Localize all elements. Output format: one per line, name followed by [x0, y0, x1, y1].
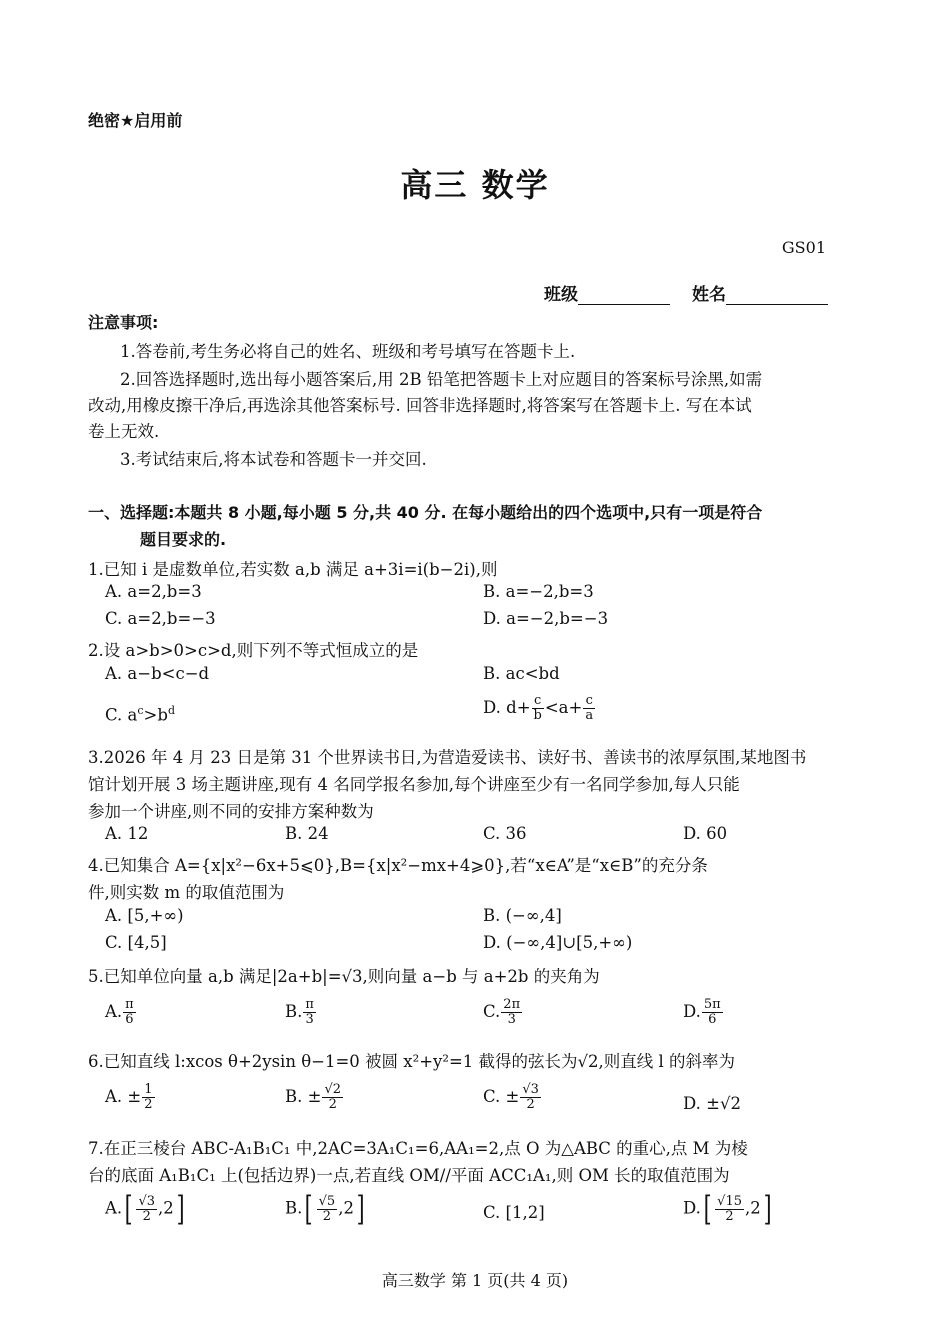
question-7-line-1: 7.在正三棱台 ABC-A₁B₁C₁ 中,2AC=3A₁C₁=6,AA₁=2,点 O 为△ABC 的重心,点 M 为棱: [88, 1139, 748, 1158]
q7-option-c: C. [1,2]: [483, 1203, 545, 1222]
section-heading-line-2: 题目要求的.: [140, 530, 227, 549]
notice-title: 注意事项:: [88, 313, 159, 332]
q4-option-c: C. [4,5]: [105, 933, 167, 952]
q5-option-a: A. $\frac{\pi}{6}$: [105, 997, 134, 1027]
q1-option-a: A. a=2,b=3: [105, 582, 202, 601]
q4-option-d: D. (−∞,4]∪[5,+∞): [483, 933, 633, 952]
q7-option-a: A.[ $\frac{√3}{2}$ ,2]: [105, 1189, 185, 1229]
paper-code: GS01: [781, 238, 826, 257]
q1-option-c: C. a=2,b=−3: [105, 609, 216, 628]
q4-option-a: A. [5,+∞): [105, 906, 184, 925]
q3-option-c: C. 36: [483, 824, 527, 843]
question-4-line-1: 4.已知集合 A={x|x²−6x+5⩽0},B={x|x²−mx+4⩾0},若“x∈A”是“x∈B”的充分条: [88, 856, 708, 875]
question-2-stem: 2.设 a>b>0>c>d,则下列不等式恒成立的是: [88, 641, 419, 660]
confidential-label: 绝密★启用前: [88, 111, 183, 130]
q2-option-a: A. a−b<c−d: [105, 664, 210, 683]
notice-item-2-line-2: 改动,用橡皮擦干净后,再选涂其他答案标号. 回答非选择题时,将答案写在答题卡上. 写在本试: [88, 396, 752, 415]
q2-option-c: C. $a^c>b^d$: [105, 704, 175, 725]
q2-option-d: D. d+ $\frac{c}{b}$ <a+ $\frac{c}{a}$: [483, 693, 594, 723]
question-3-line-3: 参加一个讲座,则不同的安排方案种数为: [88, 802, 374, 821]
question-3-line-1: 3.2026 年 4 月 23 日是第 31 个世界读书日,为营造爱读书、读好书、善读书的浓厚氛围,某地图书: [88, 748, 807, 767]
q5-option-b: B. $\frac{\pi}{3}$: [285, 997, 314, 1027]
q1-option-b: B. a=−2,b=3: [483, 582, 594, 601]
q7-option-b: B.[ $\frac{√5}{2}$ ,2]: [285, 1189, 365, 1229]
name-field[interactable]: [726, 286, 828, 305]
q5-option-d: D. $\frac{5\pi}{6}$: [683, 997, 721, 1027]
q4-option-b: B. (−∞,4]: [483, 906, 562, 925]
question-3-line-2: 馆计划开展 3 场主题讲座,现有 4 名同学报名参加,每个讲座至少有一名同学参加,每人只能: [88, 775, 740, 794]
q5-option-c: C. $\frac{2\pi}{3}$: [483, 997, 521, 1027]
q3-option-a: A. 12: [105, 824, 149, 843]
student-fields: [544, 280, 828, 305]
q6-option-a: A. ± $\frac{1}{2}$: [105, 1082, 153, 1112]
section-heading-line-1: 一、选择题:本题共 8 小题,每小题 5 分,共 40 分. 在每小题给出的四个选项中,只有一项是符合: [88, 503, 763, 522]
name-label: 姓名: [692, 285, 726, 305]
notice-item-3: 3.考试结束后,将本试卷和答题卡一并交回.: [120, 450, 427, 469]
question-5-stem: 5.已知单位向量 a,b 满足|2a+b|=√3,则向量 a−b 与 a+2b 的夹角为: [88, 967, 600, 986]
class-field[interactable]: [578, 286, 670, 305]
notice-item-2-line-3: 卷上无效.: [88, 422, 160, 441]
q6-option-b: B. ± $\frac{√2}{2}$: [285, 1082, 342, 1112]
q1-option-d: D. a=−2,b=−3: [483, 609, 609, 628]
question-7-line-2: 台的底面 A₁B₁C₁ 上(包括边界)一点,若直线 OM//平面 ACC₁A₁,则 OM 长的取值范围为: [88, 1166, 730, 1185]
question-1-stem: 1.已知 i 是虚数单位,若实数 a,b 满足 a+3i=i(b−2i),则: [88, 560, 498, 579]
page-title: 高三 数学: [400, 166, 550, 204]
page-footer: 高三数学 第 1 页(共 4 页): [381, 1271, 569, 1290]
q6-option-d: D. ±√2: [683, 1094, 741, 1113]
q3-option-b: B. 24: [285, 824, 329, 843]
class-label: 班级: [544, 285, 578, 305]
notice-item-1: 1.答卷前,考生务必将自己的姓名、班级和考号填写在答题卡上.: [120, 342, 576, 361]
question-6-stem: 6.已知直线 l:xcos θ+2ysin θ−1=0 被圆 x²+y²=1 截得的弦长为√2,则直线 l 的斜率为: [88, 1052, 736, 1071]
q7-option-d: D.[ $\frac{√15}{2}$ ,2]: [683, 1189, 772, 1229]
q3-option-d: D. 60: [683, 824, 728, 843]
q2-option-b: B. ac<bd: [483, 664, 560, 683]
notice-item-2-line-1: 2.回答选择题时,选出每小题答案后,用 2B 铅笔把答题卡上对应题目的答案标号涂黑,如需: [120, 370, 763, 389]
q6-option-c: C. ± $\frac{√3}{2}$: [483, 1082, 539, 1112]
question-4-line-2: 件,则实数 m 的取值范围为: [88, 883, 285, 902]
